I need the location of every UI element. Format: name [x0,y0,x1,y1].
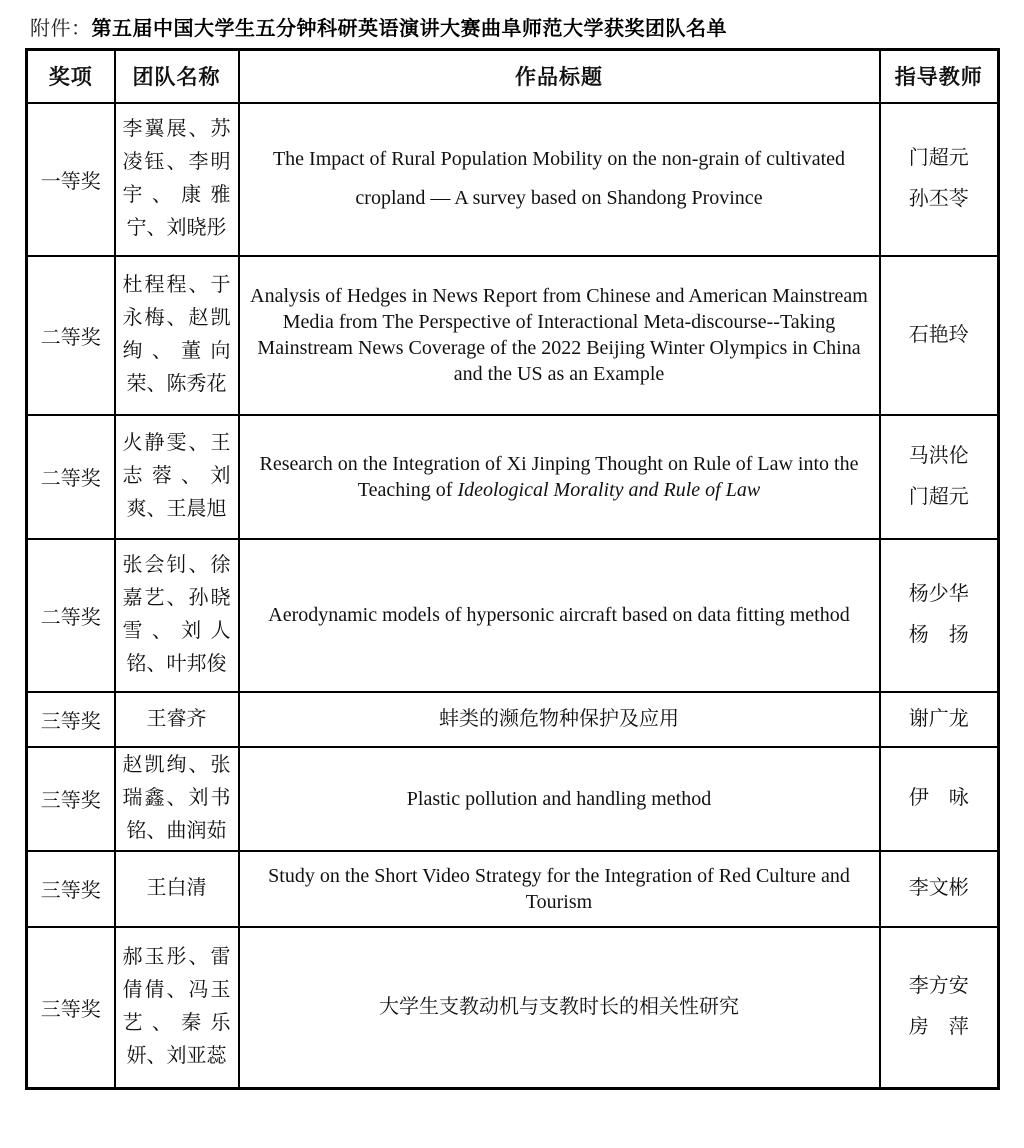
award-cell: 三等奖 [27,927,115,1089]
title-cell [239,747,880,851]
advisor-name: 石艳玲 [908,323,969,346]
team-cell: 李翼展、苏凌钰、李明宇、康雅宁、刘晓彤 [115,103,239,256]
team-cell: 王睿齐 [115,692,239,747]
advisor-cell [880,415,999,539]
advisor-cell [880,747,999,851]
page-title: 第五届中国大学生五分钟科研英语演讲大赛曲阜师范大学获奖团队名单 [91,18,727,40]
header-advisor: 指导教师 [880,50,999,103]
award-cell: 二等奖 [27,256,115,415]
advisor-cell [880,103,999,256]
header-title: 作品标题 [239,50,880,103]
title-cell [239,256,880,415]
title-cell [239,539,880,692]
header-award: 奖项 [27,50,115,103]
table-row [27,692,999,747]
title-text: Study on the Short Video Strategy for the Integration of Red Culture and Tourism [268,864,850,913]
award-cell: 二等奖 [27,415,115,539]
advisor-name: 房 萍 [908,1016,969,1039]
advisor-name: 门超元 [908,485,969,508]
award-cell: 三等奖 [27,747,115,851]
title-text: 蚌类的濒危物种保护及应用 [439,708,679,730]
team-cell: 火静雯、王志蓉、刘爽、王晨旭 [115,415,239,539]
advisor-name: 孙丕苓 [908,188,969,210]
team-cell: 张会钊、徐嘉艺、孙晓雪、刘人铭、叶邦俊 [115,539,239,692]
table-row [27,927,999,1089]
table-row [27,256,999,415]
award-cell: 一等奖 [27,103,115,256]
advisor-name: 伊 咏 [908,787,969,809]
title-cell [239,103,880,256]
header-team: 团队名称 [115,50,239,103]
team-cell: 王白清 [115,851,239,927]
team-cell: 郝玉彤、雷倩倩、冯玉艺、秦乐妍、刘亚蕊 [115,927,239,1089]
table-header-row [27,50,999,103]
award-cell: 二等奖 [27,539,115,692]
advisor-cell [880,539,999,692]
advisor-cell [880,927,999,1089]
title-italic-text: Ideological Morality and Rule of Law [457,478,761,501]
title-cell [239,692,880,747]
award-table [25,48,1000,1090]
advisor-name: 门超元 [908,147,969,169]
award-cell: 三等奖 [27,692,115,747]
table-row [27,539,999,692]
advisor-name: 马洪伦 [908,444,969,467]
title-cell [239,851,880,927]
title-text: The Impact of Rural Population Mobility on the non-grain of cultivated cropland — A survey based on Shandong Province [272,148,846,209]
team-cell: 杜程程、于永梅、赵凯绚、董向荣、陈秀花 [115,256,239,415]
table-row [27,415,999,539]
advisor-name: 杨少华 [908,583,969,605]
title-text: 大学生支教动机与支教时长的相关性研究 [379,996,739,1019]
title-cell [239,927,880,1089]
advisor-name: 李方安 [908,975,969,998]
title-text: Plastic pollution and handling method [406,787,712,810]
advisor-name: 李文彬 [908,877,969,899]
table-row [27,851,999,927]
attachment-label: 附件： [30,18,92,40]
document-title [30,12,727,41]
advisor-cell [880,851,999,927]
advisor-name: 谢广龙 [908,707,969,730]
title-text: Aerodynamic models of hypersonic aircraft based on data fitting method [268,604,850,626]
title-cell [239,415,880,539]
advisor-cell [880,256,999,415]
team-cell: 赵凯绚、张瑞鑫、刘书铭、曲润茹 [115,747,239,851]
title-text: Analysis of Hedges in News Report from Chinese and American Mainstream Media from The Perspective of Interactional Meta-discourse--Taking Mainstream News Coverage of the 2022 Beijing Winter Olympics in China and the US as an Example [250,285,868,385]
award-cell: 三等奖 [27,851,115,927]
advisor-cell [880,692,999,747]
table-row [27,747,999,851]
title-text: Research on the Integration of Xi Jinping Thought on Rule of Law into the Teaching of [259,452,859,501]
advisor-name: 杨 扬 [908,624,969,646]
table-row [27,103,999,256]
